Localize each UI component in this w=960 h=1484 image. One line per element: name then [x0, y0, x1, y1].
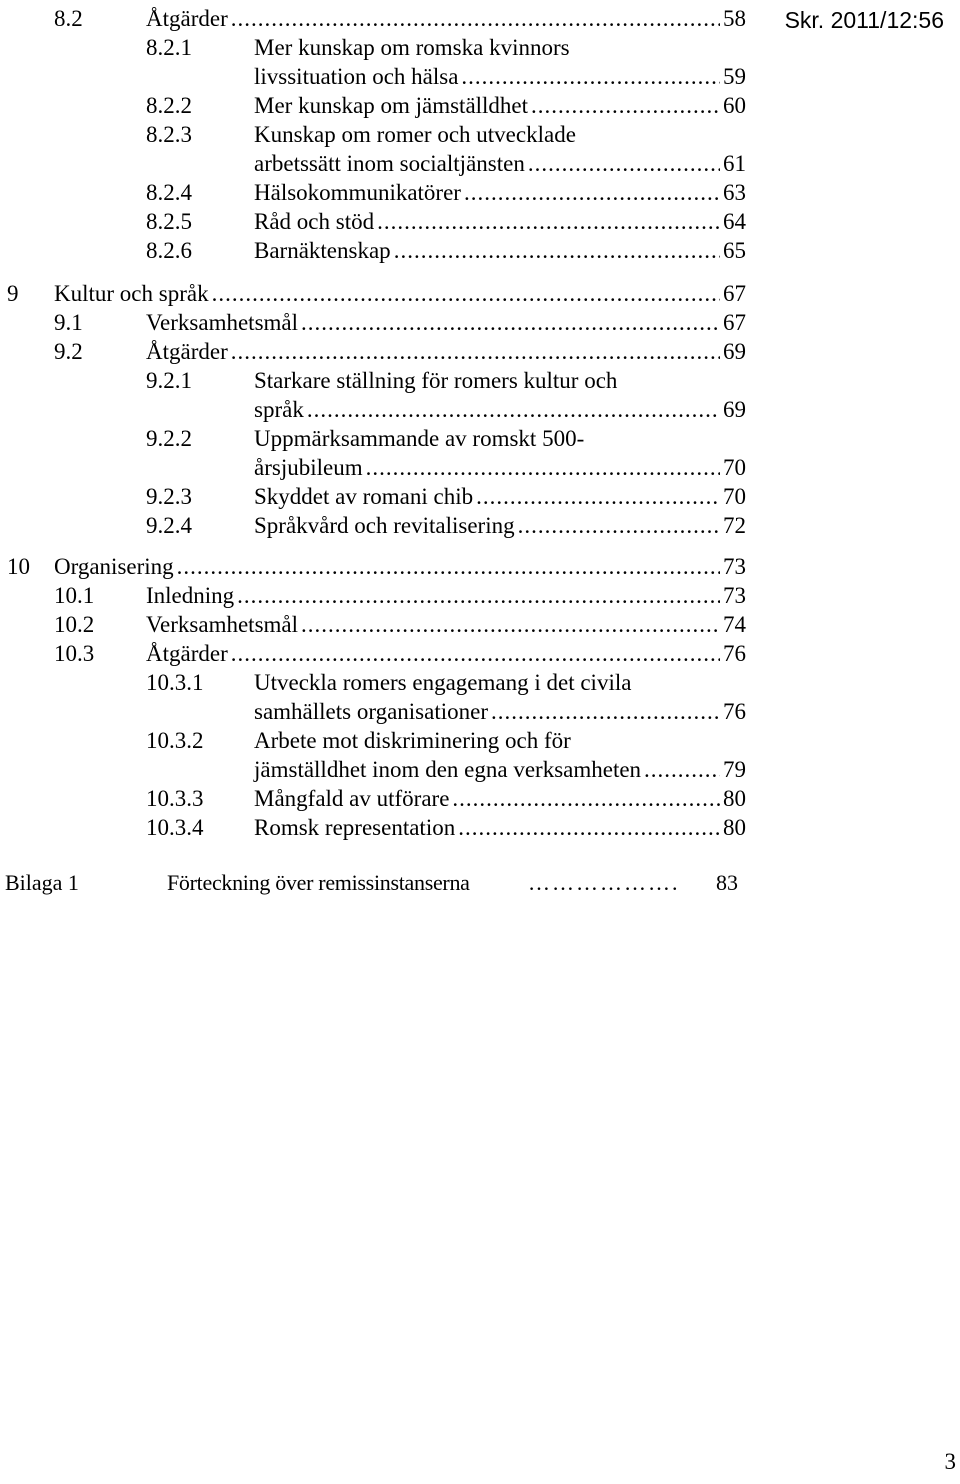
dot-leader	[301, 308, 720, 337]
appendix-entry[interactable]	[0, 868, 760, 898]
dot-leader	[237, 581, 720, 610]
toc-entry-first-line[interactable]	[146, 120, 746, 149]
dot-leader	[212, 279, 720, 308]
toc-entry-title-line1: Arbete mot diskriminering och för	[254, 728, 571, 753]
appendix-label: Bilaga 1	[5, 870, 79, 895]
toc-entry-title: Skyddet av romani chib	[254, 484, 474, 509]
dot-leader	[531, 91, 720, 120]
toc-entry-page: 74	[723, 612, 746, 637]
dot-leader	[231, 639, 720, 668]
toc-entry-page: 60	[723, 93, 746, 118]
toc-entry-title: Verksamhetsmål	[146, 612, 299, 637]
toc-entry-number: 8.2.4	[146, 180, 192, 205]
toc-entry-number: 10.3.1	[146, 670, 204, 695]
toc-entry-title: jämställdhet inom den egna verksamheten	[254, 757, 642, 782]
toc-entry-page: 69	[723, 397, 746, 422]
toc-entry[interactable]	[146, 207, 746, 236]
toc-entry-number: 9.2	[54, 339, 83, 364]
toc-entry[interactable]	[146, 178, 746, 207]
toc-entry-number: 9	[7, 281, 19, 306]
toc-entry-title: Inledning	[146, 583, 235, 608]
toc-entry-page: 80	[723, 815, 746, 840]
toc-entry-title-line1: Uppmärksammande av romskt 500-	[254, 426, 585, 451]
dot-leader	[461, 62, 720, 91]
toc-entry-title-line1: Utveckla romers engagemang i det civila	[254, 670, 632, 695]
toc-entry-page: 72	[723, 513, 746, 538]
toc-entry-title: Kultur och språk	[54, 281, 209, 306]
toc-entry-page: 79	[723, 757, 746, 782]
dot-leader	[307, 395, 720, 424]
toc-entry[interactable]	[54, 337, 746, 366]
toc-entry-title: Språkvård och revitalisering	[254, 513, 515, 538]
dot-leader	[231, 4, 720, 33]
toc-entry-first-line[interactable]	[146, 424, 746, 453]
toc-entry-title: livssituation och hälsa	[254, 64, 459, 89]
toc-entry[interactable]	[254, 697, 746, 726]
toc-entry-page: 76	[723, 641, 746, 666]
toc-entry-title: Verksamhetsmål	[146, 310, 299, 335]
toc-entry-page: 76	[723, 699, 746, 724]
toc-entry-title: Organisering	[54, 554, 174, 579]
toc-entry-title: Mångfald av utförare	[254, 786, 450, 811]
toc-entry-title: språk	[254, 397, 304, 422]
dot-leader	[458, 813, 720, 842]
toc-entry-number: 10.3	[54, 641, 95, 666]
toc-entry[interactable]	[146, 511, 746, 540]
toc-entry-title: arbetssätt inom socialtjänsten	[254, 151, 525, 176]
document-reference: Skr. 2011/12:56	[784, 7, 944, 33]
toc-entry-page: 80	[723, 786, 746, 811]
dot-leader	[491, 697, 720, 726]
toc-entry-first-line[interactable]	[146, 726, 746, 755]
toc-entry-page: 67	[723, 310, 746, 335]
dot-leader	[476, 482, 720, 511]
toc-entry[interactable]	[54, 4, 746, 33]
dot-leader	[377, 207, 720, 236]
toc-entry-first-line[interactable]	[146, 366, 746, 395]
toc-entry-number: 10.1	[54, 583, 95, 608]
toc-entry[interactable]	[54, 581, 746, 610]
toc-entry[interactable]	[146, 784, 746, 813]
dot-leader	[452, 784, 720, 813]
toc-entry-page: 70	[723, 484, 746, 509]
dot-leader	[177, 552, 720, 581]
toc-entry-number: 10	[7, 554, 30, 579]
dot-leader	[231, 337, 720, 366]
toc-entry[interactable]	[146, 91, 746, 120]
toc-entry-page: 61	[723, 151, 746, 176]
toc-entry[interactable]	[54, 610, 746, 639]
toc-entry-number: 10.3.2	[146, 728, 204, 753]
toc-entry-number: 9.2.1	[146, 368, 192, 393]
toc-entry[interactable]	[146, 236, 746, 265]
toc-entry-title: Åtgärder	[146, 6, 228, 31]
toc-entry-number: 10.3.3	[146, 786, 204, 811]
toc-entry[interactable]	[54, 308, 746, 337]
toc-entry-title: Hälsokommunikatörer	[254, 180, 461, 205]
dot-leader	[301, 610, 720, 639]
toc-entry-number: 9.1	[54, 310, 83, 335]
dot-leader	[464, 178, 720, 207]
toc-entry-first-line[interactable]	[54, 33, 746, 62]
toc-entry-title: årsjubileum	[254, 455, 363, 480]
toc-entry-number: 8.2	[54, 6, 83, 31]
toc-entry-number: 9.2.3	[146, 484, 192, 509]
toc-entry-number: 8.2.2	[146, 93, 192, 118]
toc-entry-page: 59	[723, 64, 746, 89]
toc-entry-title: Råd och stöd	[254, 209, 375, 234]
toc-entry-page: 63	[723, 180, 746, 205]
toc-entry-title: Åtgärder	[146, 641, 228, 666]
toc-entry-first-line[interactable]	[146, 668, 746, 697]
toc-entry-page: 73	[723, 583, 746, 608]
toc-entry-page: 58	[723, 6, 746, 31]
toc-entry-page: 64	[723, 209, 746, 234]
toc-entry-title: Åtgärder	[146, 339, 228, 364]
toc-entry-number: 10.3.4	[146, 815, 204, 840]
dot-leader: ……………….	[528, 870, 680, 895]
toc-entry-page: 67	[723, 281, 746, 306]
toc-entry-title: Romsk representation	[254, 815, 456, 840]
toc-entry-page: 70	[723, 455, 746, 480]
toc-entry-title-line1: Mer kunskap om romska kvinnors	[254, 35, 570, 60]
toc-entry-page: 69	[723, 339, 746, 364]
toc-entry-title-line1: Starkare ställning för romers kultur och	[254, 368, 618, 393]
dot-leader	[518, 511, 720, 540]
toc-entry-number: 9.2.4	[146, 513, 192, 538]
toc-entry-title: Mer kunskap om jämställdhet	[254, 93, 529, 118]
dot-leader	[644, 755, 720, 784]
toc-entry[interactable]	[146, 482, 746, 511]
toc-entry-chapter[interactable]	[7, 552, 746, 581]
toc-entry[interactable]	[254, 149, 746, 178]
toc-entry-page: 73	[723, 554, 746, 579]
appendix-page: 83	[716, 870, 738, 895]
toc-entry[interactable]	[146, 813, 746, 842]
dot-leader	[394, 236, 720, 265]
appendix-title: Förteckning över remissinstanserna	[167, 870, 470, 895]
toc-entry[interactable]	[54, 639, 746, 668]
toc-entry[interactable]	[254, 755, 746, 784]
toc-entry-number: 9.2.2	[146, 426, 192, 451]
toc-entry[interactable]	[254, 62, 746, 91]
toc-entry-number: 8.2.1	[146, 35, 192, 60]
toc-entry-page: 65	[723, 238, 746, 263]
toc-entry-number: 10.2	[54, 612, 95, 637]
dot-leader	[366, 453, 720, 482]
toc-entry-number: 8.2.5	[146, 209, 192, 234]
toc-entry-title-line1: Kunskap om romer och utvecklade	[254, 122, 576, 147]
page-number: 3	[944, 1449, 956, 1474]
toc-entry-title: samhällets organisationer	[254, 699, 488, 724]
toc-entry-chapter[interactable]	[7, 279, 746, 308]
toc-entry-number: 8.2.6	[146, 238, 192, 263]
toc-entry-number: 8.2.3	[146, 122, 192, 147]
dot-leader	[528, 149, 720, 178]
toc-entry[interactable]	[254, 395, 746, 424]
toc-entry[interactable]	[254, 453, 746, 482]
toc-entry-title: Barnäktenskap	[254, 238, 391, 263]
